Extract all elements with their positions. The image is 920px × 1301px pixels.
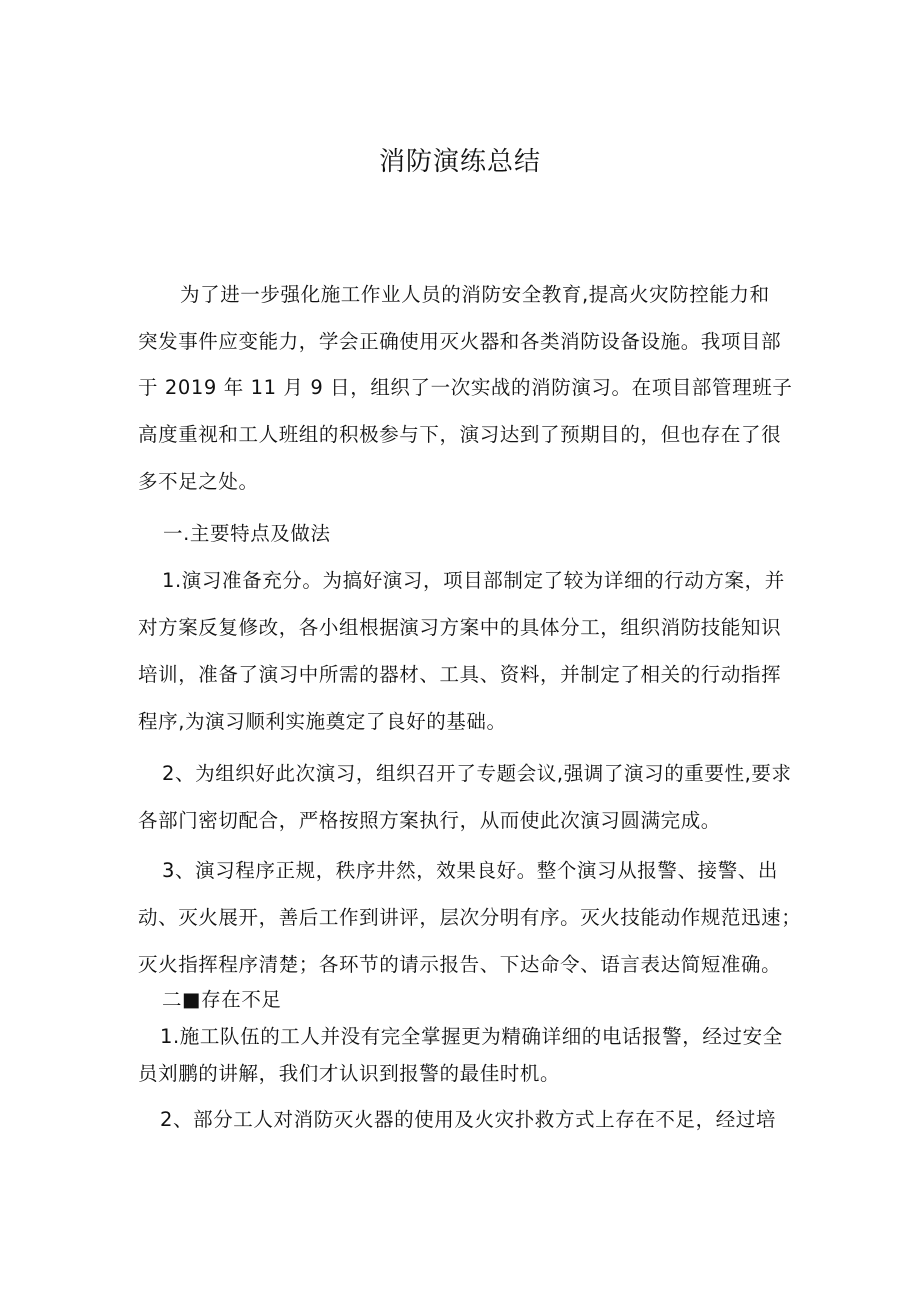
paragraph-line: 突发事件应变能力，学会正确使用灭火器和各类消防设备设施。我项目部 xyxy=(138,330,782,353)
paragraph-line: 1.施工队伍的工人并没有完全掌握更为精确详细的电话报警，经过安全 xyxy=(160,1025,783,1048)
paragraph-line: 灭火指挥程序清楚；各环节的请示报告、下达命令、语言表达简短准确。 xyxy=(138,953,782,976)
paragraph-line: 多不足之处。 xyxy=(138,470,259,493)
paragraph-line: 各部门密切配合，严格按照方案执行，从而使此次演习圆满完成。 xyxy=(138,809,721,832)
section-heading: 二■存在不足 xyxy=(162,988,282,1011)
paragraph-line: 培训，准备了演习中所需的器材、工具、资料，并制定了相关的行动指挥 xyxy=(138,663,782,686)
paragraph-line: 动、灭火展开，善后工作到讲评，层次分明有序。灭火技能动作规范迅速； xyxy=(138,906,802,929)
paragraph-line: 3、演习程序正规，秩序井然，效果良好。整个演习从报警、接警、出 xyxy=(162,859,779,882)
paragraph-line: 2、部分工人对消防灭火器的使用及火灾扑救方式上存在不足，经过培 xyxy=(160,1108,777,1131)
paragraph-line: 对方案反复修改，各小组根据演习方案中的具体分工，组织消防技能知识 xyxy=(138,616,782,639)
paragraph-line: 于 2019 年 11 月 9 日，组织了一次实战的消防演习。在项目部管理班子 xyxy=(138,376,793,399)
document-title: 消防演练总结 xyxy=(378,147,541,177)
paragraph-line: 员刘鹏的讲解，我们才认识到报警的最佳时机。 xyxy=(138,1062,561,1085)
section-heading: 一.主要特点及做法 xyxy=(163,522,331,545)
paragraph-line: 高度重视和工人班组的积极参与下，演习达到了预期目的，但也存在了很 xyxy=(138,423,782,446)
paragraph-line: 为了进一步强化施工作业人员的消防安全教育,提高火灾防控能力和 xyxy=(180,283,770,306)
paragraph-line: 1.演习准备充分。为搞好演习，项目部制定了较为详细的行动方案，并 xyxy=(162,569,785,592)
paragraph-line: 2、为组织好此次演习，组织召开了专题会议,强调了演习的重要性,要求 xyxy=(162,762,792,785)
paragraph-line: 程序,为演习顺利实施奠定了良好的基础。 xyxy=(138,710,507,733)
